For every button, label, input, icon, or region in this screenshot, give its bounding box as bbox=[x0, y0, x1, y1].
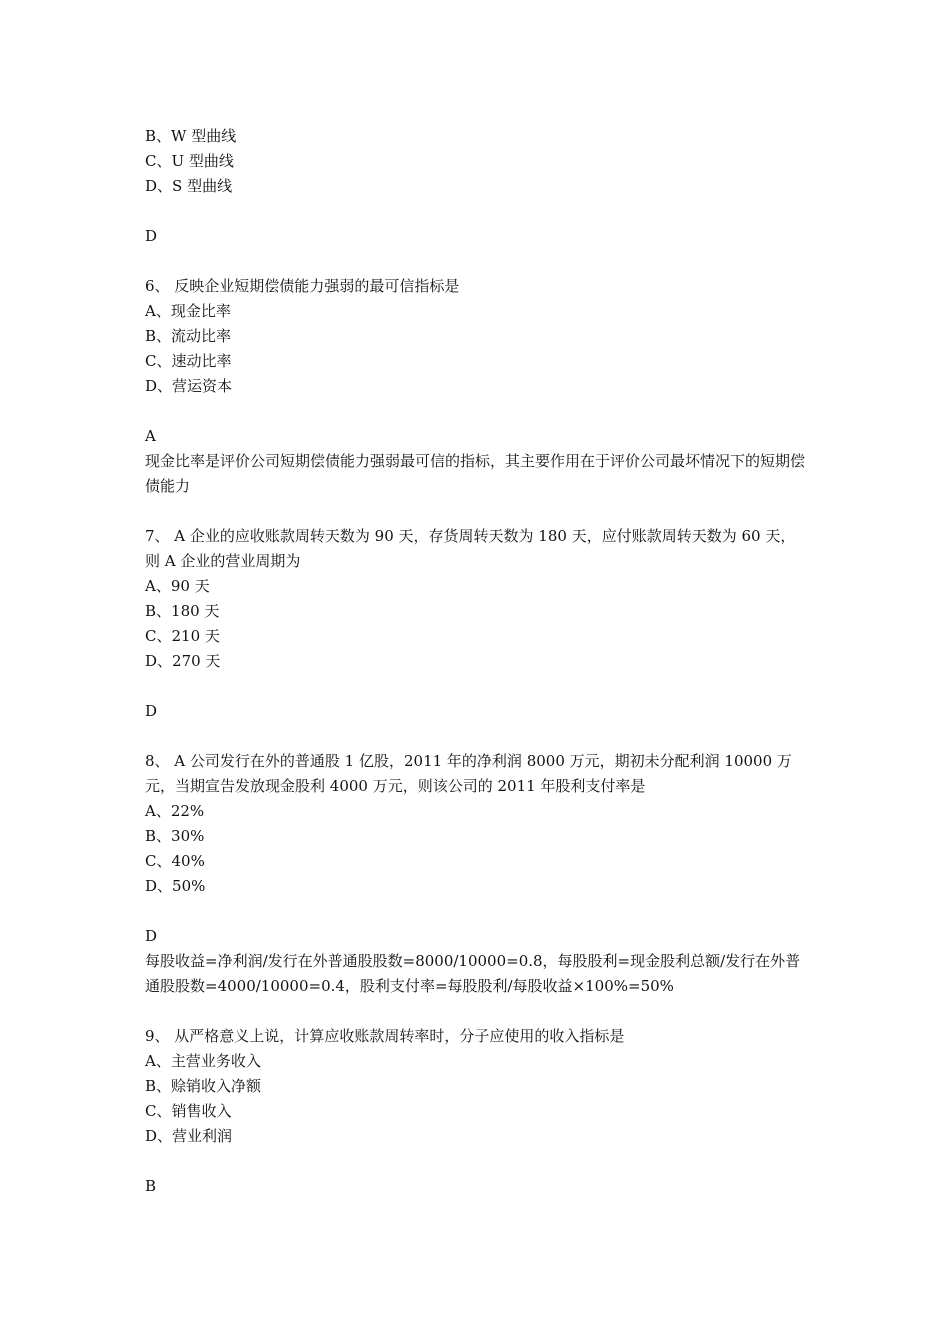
option-d: D、营运资本 bbox=[145, 377, 233, 395]
option-c: C、速动比率 bbox=[145, 352, 232, 370]
explanation: 每股收益=净利润/发行在外普通股股数=8000/10000=0.8，每股股利=现金股利总额/发行在外普通股股数=4000/10000=0.4，股利支付率=每股股利/每股收益×100%=50% bbox=[145, 952, 801, 995]
answer: A bbox=[145, 427, 156, 445]
option-c: C、销售收入 bbox=[145, 1102, 232, 1120]
option-a: A、22% bbox=[145, 802, 205, 820]
option-c: C、40% bbox=[145, 852, 205, 870]
document-content bbox=[145, 124, 810, 1199]
option-b: B、W 型曲线 bbox=[145, 127, 237, 145]
question-9 bbox=[145, 1024, 810, 1199]
question-8 bbox=[145, 749, 810, 999]
option-a: A、主营业务收入 bbox=[145, 1052, 261, 1070]
answer: D bbox=[145, 927, 158, 945]
answer: D bbox=[145, 227, 158, 245]
option-a: A、90 天 bbox=[145, 577, 210, 595]
question-5 bbox=[145, 124, 810, 249]
option-c: C、210 天 bbox=[145, 627, 220, 645]
option-d: D、50% bbox=[145, 877, 206, 895]
question-7 bbox=[145, 524, 810, 724]
question-stem: 6、 反映企业短期偿债能力强弱的最可信指标是 bbox=[145, 277, 460, 295]
option-d: D、S 型曲线 bbox=[145, 177, 233, 195]
option-b: B、180 天 bbox=[145, 602, 220, 620]
answer: D bbox=[145, 702, 158, 720]
question-stem: 9、 从严格意义上说，计算应收账款周转率时，分子应使用的收入指标是 bbox=[145, 1027, 625, 1045]
option-a: A、现金比率 bbox=[145, 302, 231, 320]
answer: B bbox=[145, 1177, 157, 1195]
question-6 bbox=[145, 274, 810, 499]
question-stem: 8、 A 公司发行在外的普通股 1 亿股，2011 年的净利润 8000 万元，期初未分配利润 10000 万元，当期宣告发放现金股利 4000 万元，则该公司的 2011 年股利支付率是 bbox=[145, 752, 792, 795]
option-b: B、30% bbox=[145, 827, 205, 845]
explanation: 现金比率是评价公司短期偿债能力强弱最可信的指标，其主要作用在于评价公司最坏情况下的短期偿债能力 bbox=[145, 452, 806, 495]
option-d: D、270 天 bbox=[145, 652, 221, 670]
question-stem: 7、 A 企业的应收账款周转天数为 90 天，存货周转天数为 180 天，应付账款周转天数为 60 天，则 A 企业的营业周期为 bbox=[145, 527, 796, 570]
option-b: B、赊销收入净额 bbox=[145, 1077, 262, 1095]
option-d: D、营业利润 bbox=[145, 1127, 233, 1145]
option-b: B、流动比率 bbox=[145, 327, 232, 345]
option-c: C、U 型曲线 bbox=[145, 152, 234, 170]
